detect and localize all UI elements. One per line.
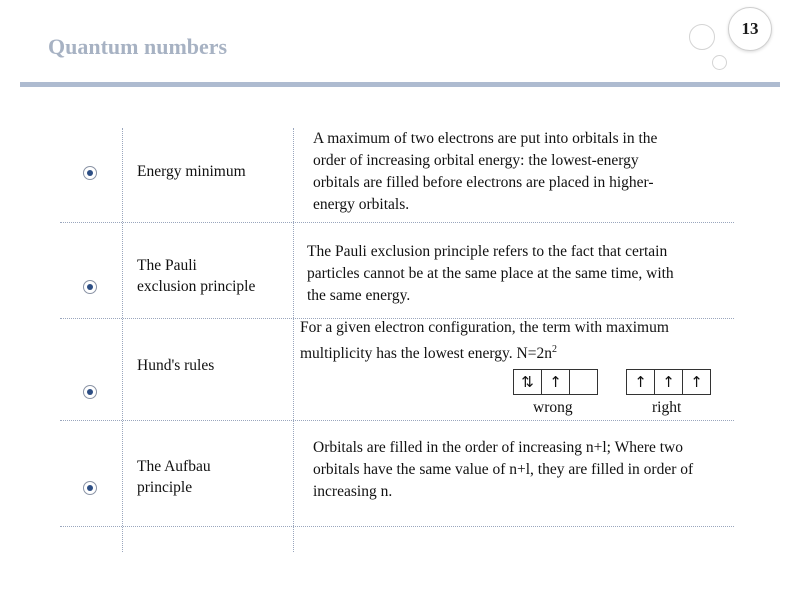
row-label-pauli-exclusion: [137, 255, 255, 297]
label-line: The Aufbau: [137, 458, 211, 475]
page-title: Quantum numbers: [48, 34, 228, 59]
page-number: 13: [741, 19, 759, 38]
radio-bullet-icon: [83, 166, 97, 180]
orbital-box: ↑: [654, 369, 683, 395]
decorative-circle-small: [712, 55, 727, 70]
table-row-divider: [60, 420, 734, 421]
label-line: Hund's rules: [137, 357, 215, 374]
row-label-hunds-rules: [137, 355, 214, 376]
description-line: the same energy.: [307, 287, 411, 304]
orbital-boxes-wrong: [514, 369, 598, 393]
row-description-energy-minimum: [313, 128, 657, 216]
radio-bullet-icon: [83, 280, 97, 294]
description-line: increasing n.: [313, 483, 393, 500]
description-text: multiplicity has the lowest energy. N=2n: [300, 345, 552, 363]
description-line: order of increasing orbital energy: the lowest-energy: [313, 152, 639, 169]
caption-right: right: [652, 399, 682, 416]
row-label-aufbau: [137, 456, 211, 498]
label-line: principle: [137, 479, 193, 496]
row-description-pauli-exclusion: [307, 241, 674, 307]
caption-wrong: wrong: [533, 399, 573, 416]
description-line: Orbitals are filled in the order of increasing n+l; Where two: [313, 439, 683, 456]
description-line: energy orbitals.: [313, 196, 410, 213]
label-line: Energy minimum: [137, 163, 246, 180]
orbital-box: ↑: [541, 369, 570, 395]
orbital-boxes-right: [627, 369, 711, 393]
description-line: orbitals have the same value of n+l, they are filled in order of: [313, 461, 694, 478]
orbital-box: [569, 369, 598, 395]
orbital-box: ↑: [682, 369, 711, 395]
row-description-aufbau: [313, 437, 693, 503]
label-line: exclusion principle: [137, 278, 256, 295]
title-underline: [20, 82, 780, 87]
orbital-box: ↑: [626, 369, 655, 395]
description-line: For a given electron configuration, the term with maximum: [300, 319, 669, 336]
row-label-energy-minimum: [137, 161, 246, 182]
radio-bullet-icon: [83, 481, 97, 495]
radio-bullet-icon: [83, 385, 97, 399]
superscript: 2: [551, 344, 557, 355]
row-description-hunds-rules: [300, 317, 669, 365]
orbital-box: ⇅: [513, 369, 542, 395]
table-row-divider: [60, 222, 734, 223]
table-column-divider: [293, 128, 294, 552]
decorative-circle-medium: [689, 24, 715, 50]
description-line: particles cannot be at the same place at the same time, with: [307, 265, 674, 282]
description-line: orbitals are filled before electrons are placed in higher-: [313, 174, 654, 191]
table-row-divider: [60, 526, 734, 527]
description-line: A maximum of two electrons are put into orbitals in the: [313, 130, 658, 147]
description-line: The Pauli exclusion principle refers to the fact that certain: [307, 243, 668, 260]
label-line: The Pauli: [137, 257, 197, 274]
description-line: [300, 339, 669, 365]
table-column-divider: [122, 128, 123, 552]
